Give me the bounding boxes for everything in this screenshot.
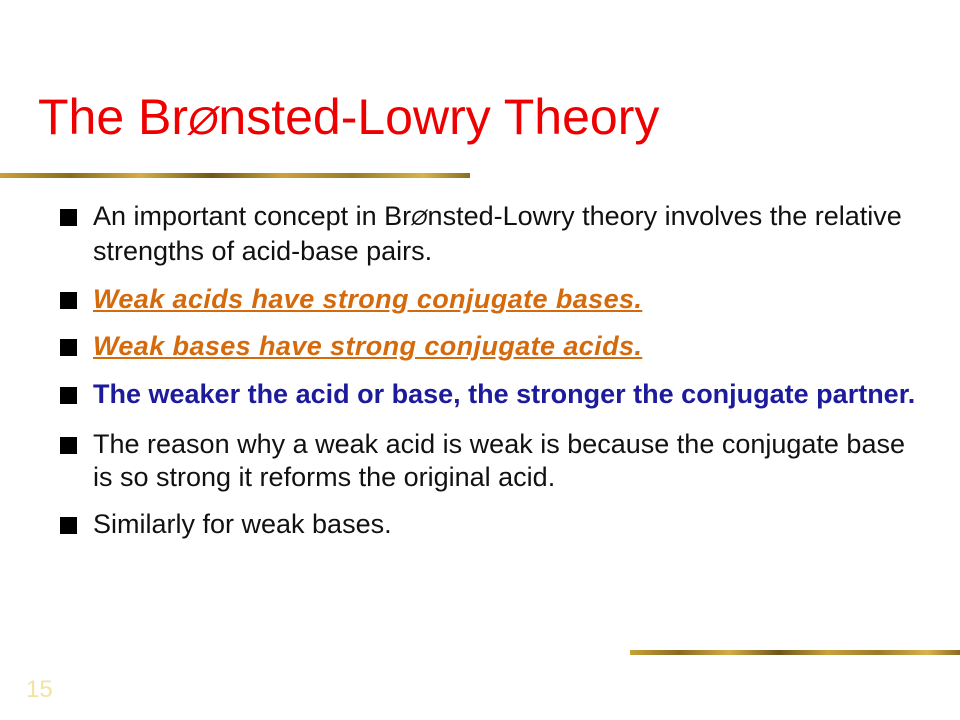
title-special-char: Ø xyxy=(188,100,219,143)
title-part-2: nsted-Lowry Theory xyxy=(218,89,660,145)
bullet-text xyxy=(93,200,930,268)
bullet-text: Similarly for weak bases. xyxy=(93,509,392,539)
bullet-item xyxy=(60,508,930,541)
bullet-text: The reason why a weak acid is weak is because the conjugate base is so strong it reforms the original acid. xyxy=(93,429,905,492)
square-bullet-icon xyxy=(60,437,77,454)
square-bullet-icon xyxy=(60,517,77,534)
square-bullet-icon xyxy=(60,339,77,356)
slide-title xyxy=(38,88,659,146)
bullet-item xyxy=(60,283,930,316)
slide-number: 15 xyxy=(26,676,53,703)
bullet-text-part-2: nsted-Lowry theory involves the relative strengths of acid-base pairs. xyxy=(93,201,902,266)
bullet-item xyxy=(60,378,930,411)
bullet-special-char: Ø xyxy=(411,207,428,230)
square-bullet-icon xyxy=(60,292,77,309)
weak-acids-link[interactable]: Weak acids have strong conjugate bases. xyxy=(93,284,643,314)
bullet-item xyxy=(60,200,930,268)
weak-bases-link[interactable]: Weak bases have strong conjugate acids. xyxy=(93,331,643,361)
bullet-text-part-1: An important concept in Br xyxy=(93,201,412,231)
bullet-item xyxy=(60,428,930,494)
footer-divider xyxy=(630,650,960,655)
bullet-list xyxy=(60,200,930,541)
square-bullet-icon xyxy=(60,387,77,404)
square-bullet-icon xyxy=(60,209,77,226)
emphasis-text: The weaker the acid or base, the stronger the conjugate partner. xyxy=(93,379,916,409)
title-part-1: The Br xyxy=(38,89,189,145)
bullet-item xyxy=(60,330,930,363)
title-divider xyxy=(0,173,470,178)
